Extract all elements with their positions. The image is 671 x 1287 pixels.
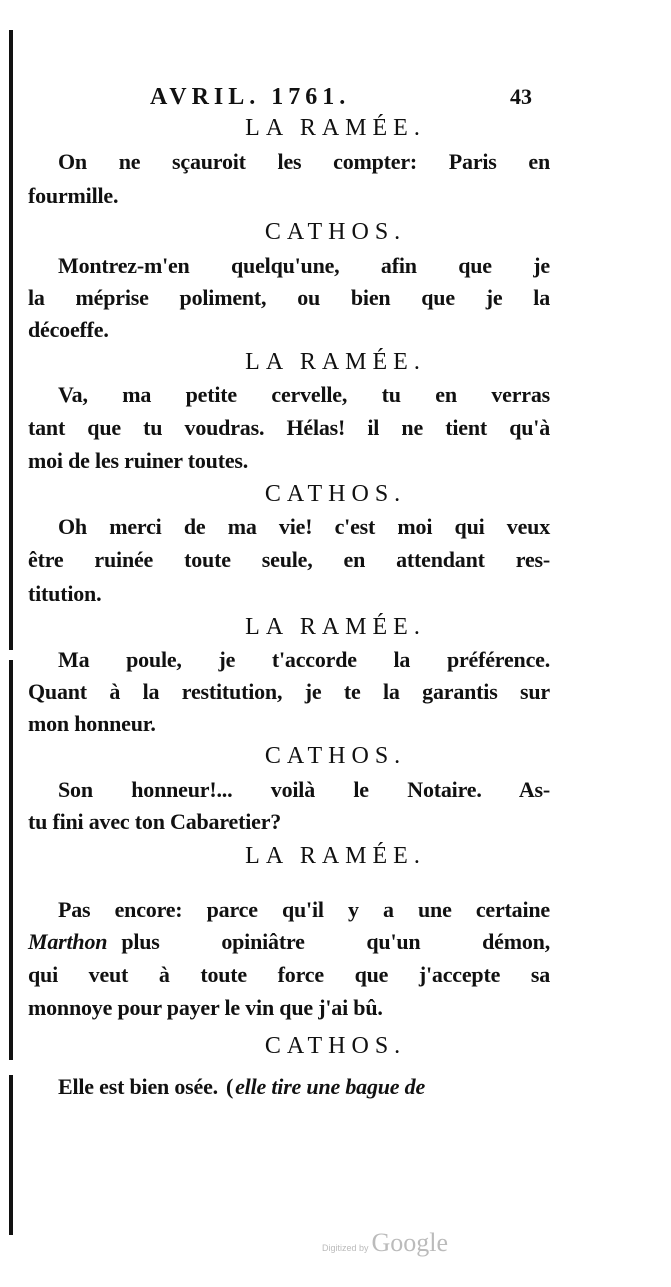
text-line: Pas encore: parce qu'il y a une certaine [58,897,550,922]
italic-name: Marthon [28,929,108,954]
speaker-heading: CATHOS. [264,481,407,507]
running-header: AVRIL. 1761. [150,84,351,110]
speaker-heading: CATHOS. [264,1033,407,1059]
text-line: monnoye pour payer le vin que j'ai bû. [28,995,383,1020]
text-line: tu fini avec ton Cabaretier? [28,809,282,834]
text-line: être ruinée toute seule, en attendant res- [28,547,550,572]
speaker-heading: LA RAMÉE. [245,843,426,869]
speaker-heading: LA RAMÉE. [245,349,426,375]
text-fragment: plus opiniâtre qu'un démon, [121,929,550,954]
text-line: fourmille. [28,183,119,208]
text-line: Ma poule, je t'accorde la préférence. [58,647,550,672]
digitized-watermark [322,1228,448,1258]
text-line: moi de les ruiner toutes. [28,448,249,473]
text-line: On ne sçauroit les compter: Paris en [58,149,550,174]
text-line: la méprise poliment, ou bien que je la [28,285,550,310]
text-line: tant que tu voudras. Hélas! il ne tient qu'à [28,415,550,440]
text-line [58,1073,550,1101]
speaker-heading: LA RAMÉE. [245,614,426,640]
text-line: décoeffe. [28,317,109,342]
text-line: qui veut à toute force que j'accepte sa [28,962,550,987]
page-edge-line [9,1075,13,1235]
speaker-heading: CATHOS. [264,219,407,245]
text-line: Montrez-m'en quelqu'une, afin que je [58,253,550,278]
stage-direction: elle tire une bague de [235,1074,426,1099]
watermark-brand: Google [371,1228,449,1257]
open-paren: ( [225,1074,234,1099]
speaker-heading: LA RAMÉE. [245,115,426,141]
text-line: Va, ma petite cervelle, tu en verras [58,382,550,407]
text-line [28,928,550,956]
text-line: Oh merci de ma vie! c'est moi qui veux [58,514,550,539]
speaker-heading: CATHOS. [264,743,407,769]
page-number: 43 [510,84,532,109]
watermark-prefix: Digitized by [322,1243,369,1253]
text-line: Son honneur!... voilà le Notaire. As- [58,777,550,802]
text-line: titution. [28,581,102,606]
text-line: Quant à la restitution, je te la garantis sur [28,679,550,704]
text-line: mon honneur. [28,711,156,736]
text-fragment: Elle est bien osée. [58,1074,218,1099]
